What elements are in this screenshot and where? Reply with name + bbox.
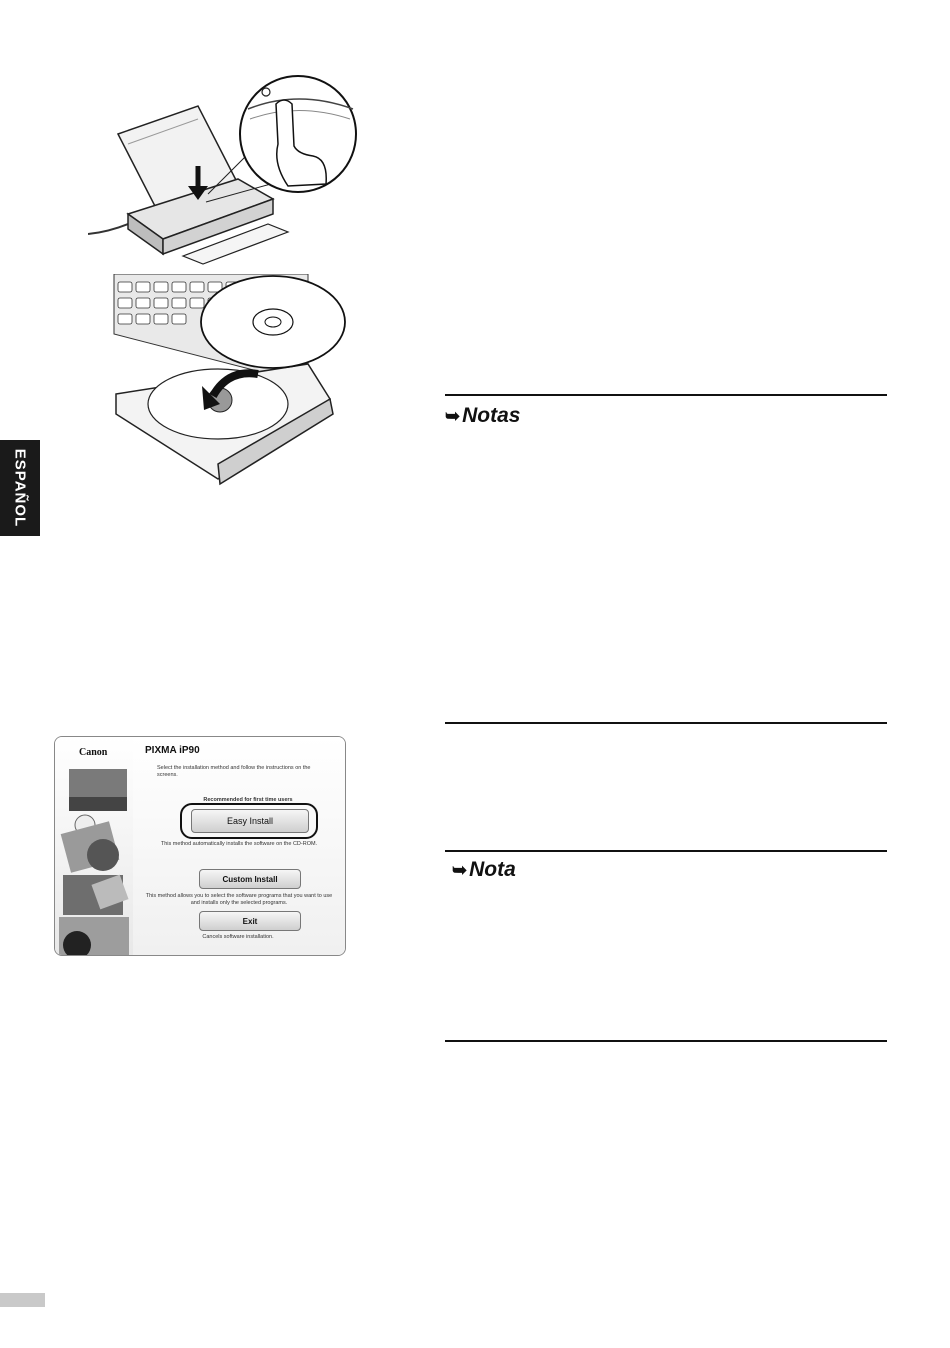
rule-2 [445,722,887,724]
note-arrow-icon: ➥ [452,859,468,880]
exit-button[interactable]: Exit [199,911,301,931]
installer-main-panel [133,737,345,955]
rule-1 [445,394,887,396]
page-number-block [0,1293,45,1307]
canon-logo: Canon [79,747,108,758]
rule-4 [445,1040,887,1042]
language-tab [0,440,40,536]
easy-install-description: This method automatically installs the software on the CD-ROM. [160,841,318,847]
cd-insert-illustration [108,274,354,486]
rule-3 [445,850,887,852]
custom-install-button[interactable]: Custom Install [199,869,301,889]
installer-intro: Select the installation method and follow the instructions on the screens. [157,765,311,778]
notes-heading [445,404,520,428]
easy-install-button[interactable]: Easy Install [191,809,309,833]
exit-description: Cancels software installation. [202,934,274,940]
printer-power-illustration [88,74,360,266]
note-heading-text: Nota [469,858,516,881]
installer-photo-panel [55,737,133,955]
custom-install-description: This method allows you to select the software programs that you want to use and installs only the selected programs. [145,893,333,906]
recommended-label: Recommended for first time users [203,797,293,803]
note-heading [452,858,516,882]
installer-product-title: PIXMA iP90 [145,745,200,756]
note-arrow-icon: ➥ [445,405,461,426]
notes-heading-text: Notas [462,404,521,427]
installer-screenshot [54,736,346,956]
photo-collage [55,767,133,956]
language-tab-label: ESPAÑOL [11,448,29,528]
